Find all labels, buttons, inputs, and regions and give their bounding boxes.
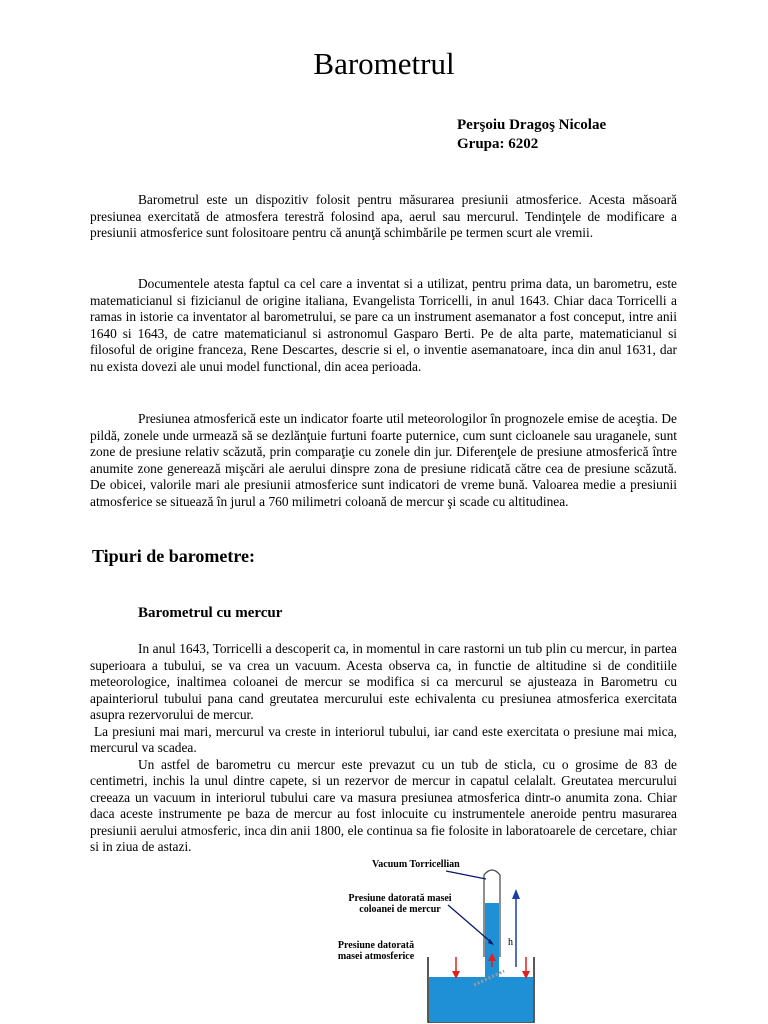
vacuum-pointer xyxy=(446,871,486,879)
paragraph xyxy=(90,192,677,242)
paragraph-text: Un astfel de barometru cu mercur este prevazut cu un tub de sticla, cu o grosime de 83 de centimetri, inchis la unul dintre capete, si un rezervor de mercur in capatul celalalt. Greutatea mercurului creeaza un vacuum in interiorul tubului care va masura presiunea atmosferica dintr-o anumita zona. Chiar daca aceste instrumente pe baza de mercur au fost inlocuite cu instrumentele aneroide pentru masurarea presiunii aerului atmosferic, inca din anii 1800, ele continua sa fie folosite in laboratoarele de cercetare, chiar si in ziua de astazi. xyxy=(90,756,677,854)
paragraph-text: Presiunea atmosferică este un indicator foarte util meteorologilor în prognozele emise de aceştia. De pildă, zonele unde urmează să se dezlănţuie furtuni foarte puternice, cum sunt cicloanele sau uraganele, sunt zone de presiune relativ scăzută, prin comparaţie cu zonele din jur. Diferenţele de presiune atmosferică între anumite zone generează mişcări ale aerului dinspre zona de presiune ridicată către cea de presiune scăzută. De obicei, valorile mari ale presiunii atmosferice sunt indicatori de vreme bună. Valoarea medie a presiunii atmosferice se situează în jurul a 760 milimetri coloană de mercur şi scade cu altitudinea. xyxy=(90,411,677,509)
barometer-diagram xyxy=(328,857,538,1024)
author-group: Grupa: 6202 xyxy=(457,136,539,152)
paragraph-text: La presiuni mai mari, mercurul va creste in interiorul tubului, iar cand este exercitata o presiune mai mica, mercurul va scadea. xyxy=(90,723,677,755)
paragraph-text: Barometrul este un dispozitiv folosit pentru măsurarea presiunii atmosferice. Acesta măsoară presiunea exercitată de atmosfera terestră folosind apa, aerul sau mercurul. Tendinţele de modificare a presiunii atmosferice sunt folositoare pentru că anunţă schimbările pe termen scurt ale vremii. xyxy=(90,192,677,240)
paragraph xyxy=(90,276,677,375)
paragraph-text: In anul 1643, Torricelli a descoperit ca, in momentul in care rastorni un tub plin cu mercur, in partea superioara a tubului, se va crea un vacuum. Acesta observa ca, in functie de altitudine si de conditiile meteorologice, inaltimea coloanei de mercur se modifica si ca mercurul se ajusteaza in Barometru cu apainteriorul tubului pana cand greutatea mercurului este echivalenta cu presiunea atmosferica exercitata asupra rezervorului de mercur. xyxy=(90,641,677,722)
paragraph-text: Documentele atesta faptul ca cel care a inventat si a utilizat, pentru prima data, un barometru, este matematicianul si fizicianul de origine italiana, Evangelista Torricelli, in anul 1643. Chiar daca Torricelli a ramas in istorie ca inventator al barometrului, se pare ca un instrument asemanator a fost conceput, intre anii 1640 si 1643, de catre matematicianul si astronomul Gasparo Berti. Pe de alta parte, matematicianul si filosoful de origine franceza, Rene Descartes, descrie si el, o inventie asemanatoare, inca din anul 1631, dar nu exista dovezi ale unui model functional, din acea perioada. xyxy=(90,276,677,374)
reservoir-mercury xyxy=(429,977,533,1022)
section-heading: Tipuri de barometre: xyxy=(92,546,255,566)
author-block xyxy=(457,116,606,154)
label-vacuum: Vacuum Torricellian xyxy=(372,859,460,870)
author-name: Perşoiu Dragoş Nicolae xyxy=(457,117,607,133)
subsection-heading: Barometrul cu mercur xyxy=(138,605,283,621)
document-title: Barometrul xyxy=(313,46,455,81)
label-height: h xyxy=(508,937,513,948)
label-column-pressure: Presiune datorată masei coloanei de mercur xyxy=(348,893,452,915)
paragraph xyxy=(90,411,677,510)
height-arrow-head xyxy=(512,889,520,899)
mercury-section-text xyxy=(90,641,677,856)
label-atmosphere-pressure: Presiune datorată masei atmosferice xyxy=(337,940,415,962)
